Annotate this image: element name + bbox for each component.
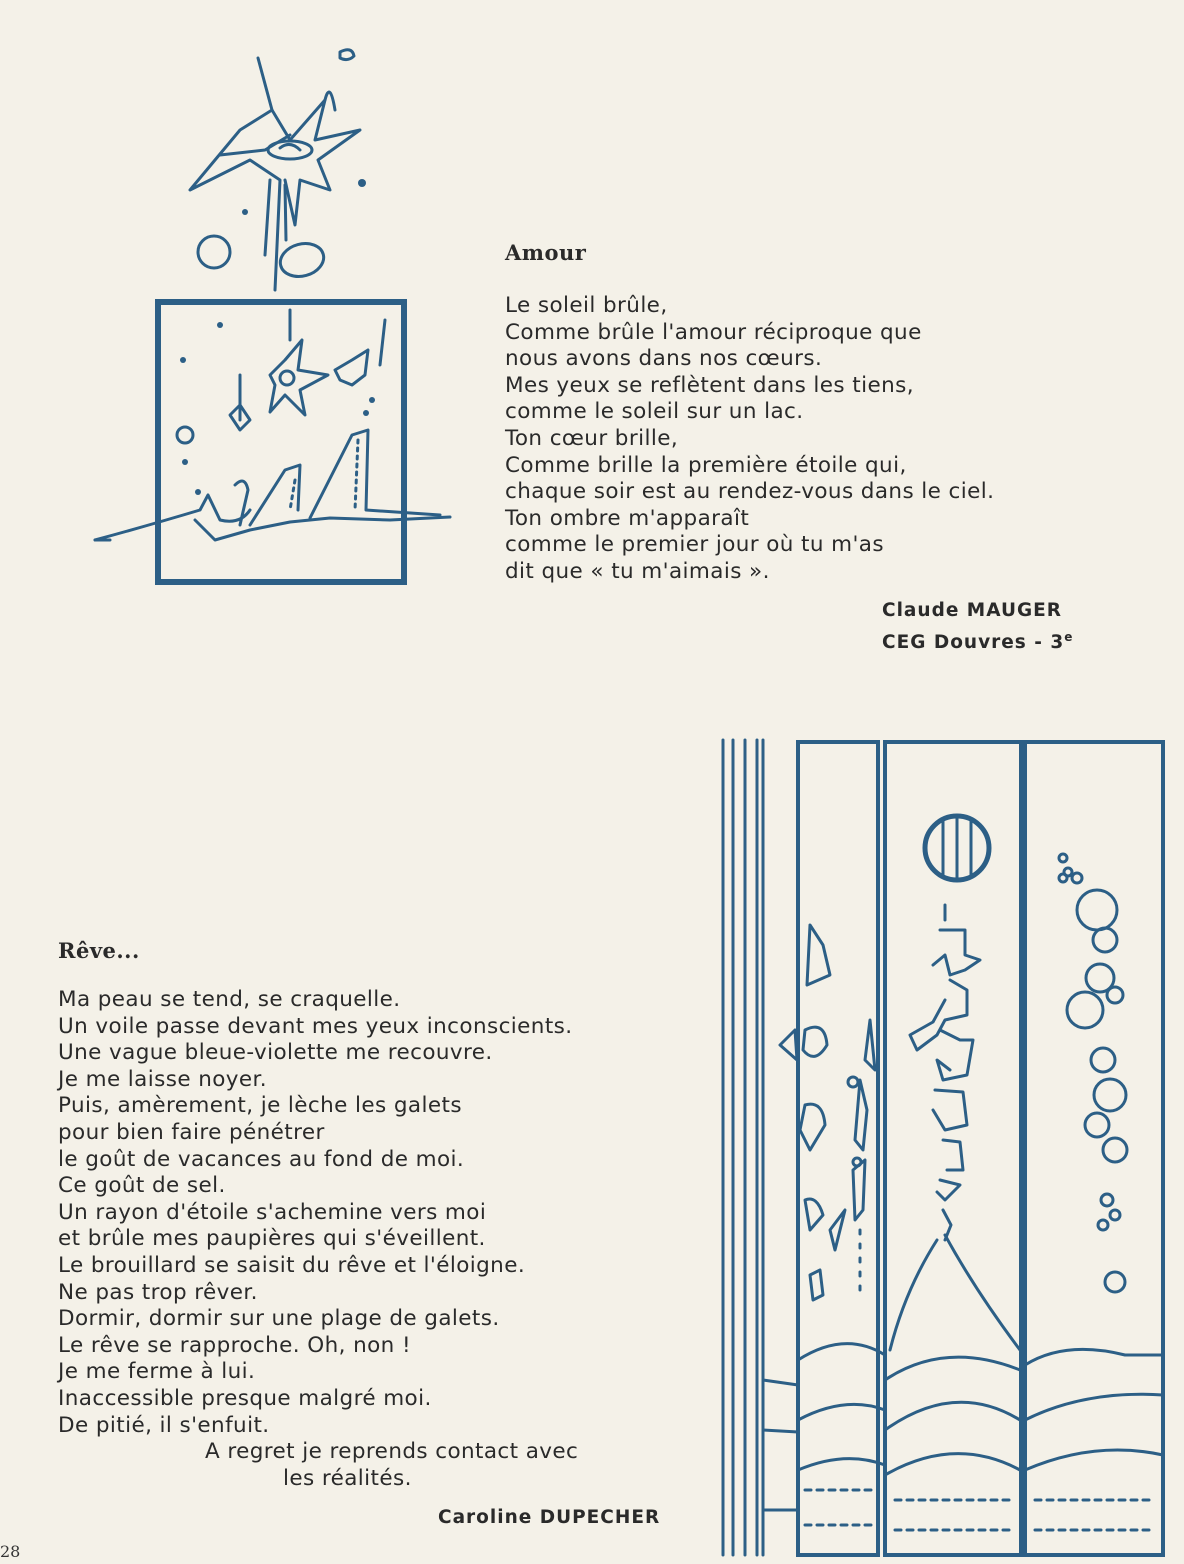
- poem-line: et brûle mes paupières qui s'éveillent.: [58, 1226, 486, 1252]
- author-name: Caroline DUPECHER: [438, 1507, 661, 1528]
- author-name: Claude MAUGER: [882, 600, 1063, 621]
- poem-amour-lines: [505, 293, 1095, 586]
- poem-line: Comme brille la première étoile qui,: [505, 452, 907, 478]
- poem-line: Le rêve se rapproche. Oh, non !: [58, 1332, 411, 1358]
- poem-line: le goût de vacances au fond de moi.: [58, 1146, 465, 1172]
- poem-line: Inaccessible presque malgré moi.: [58, 1385, 432, 1411]
- poem-line: Un rayon d'étoile s'achemine vers moi: [58, 1199, 487, 1225]
- author-school: CEG Douvres - 3e: [882, 630, 1074, 654]
- illustration-reve: [705, 730, 1170, 1560]
- poem-line: De pitié, il s'enfuit.: [58, 1412, 270, 1438]
- poem-line: Comme brûle l'amour réciproque que: [505, 319, 922, 345]
- poem-line: comme le premier jour où tu m'as: [505, 532, 884, 558]
- poem-line: Je me ferme à lui.: [58, 1359, 256, 1385]
- poem-line: Ce goût de sel.: [58, 1173, 226, 1199]
- poem-line: Puis, amèrement, je lèche les galets: [58, 1093, 462, 1119]
- poem-line: Je me laisse noyer.: [58, 1066, 268, 1092]
- poem-title-amour: Amour: [505, 240, 587, 265]
- seascape-frame-drawing: [95, 302, 450, 582]
- columns-drawing: [723, 740, 1163, 1555]
- poem-title-reve: Rêve...: [58, 938, 140, 963]
- poem-line: Ton ombre m'apparaît: [505, 505, 750, 531]
- poem-line: comme le soleil sur un lac.: [505, 399, 804, 425]
- poem-author-block: [882, 598, 1073, 656]
- poem-line: pour bien faire pénétrer: [58, 1119, 325, 1145]
- page-number: 28: [0, 1542, 21, 1561]
- poem-line: les réalités.: [283, 1465, 412, 1491]
- poem-line: Un voile passe devant mes yeux inconscients.: [58, 1013, 573, 1039]
- star-drawing: [190, 50, 366, 290]
- poem-line: Mes yeux se reflètent dans les tiens,: [505, 372, 914, 398]
- poem-line: Le brouillard se saisit du rêve et l'éloigne.: [58, 1252, 526, 1278]
- poem-line: A regret je reprends contact avec: [205, 1439, 579, 1465]
- poem-line: nous avons dans nos cœurs.: [505, 346, 823, 372]
- poem-line: Dormir, dormir sur une plage de galets.: [58, 1306, 500, 1332]
- poem-line: Ne pas trop rêver.: [58, 1279, 258, 1305]
- poem-reve-lines: [58, 987, 668, 1492]
- poem-line: Le soleil brûle,: [505, 293, 668, 318]
- poem-line: Une vague bleue-violette me recouvre.: [58, 1040, 493, 1066]
- poem-line: Ma peau se tend, se craquelle.: [58, 987, 401, 1012]
- poem-line: dit que « tu m'aimais ».: [505, 558, 770, 584]
- poem-line: chaque soir est au rendez-vous dans le ciel.: [505, 479, 995, 505]
- poem-line: Ton cœur brille,: [505, 425, 679, 451]
- illustration-amour: [90, 40, 470, 590]
